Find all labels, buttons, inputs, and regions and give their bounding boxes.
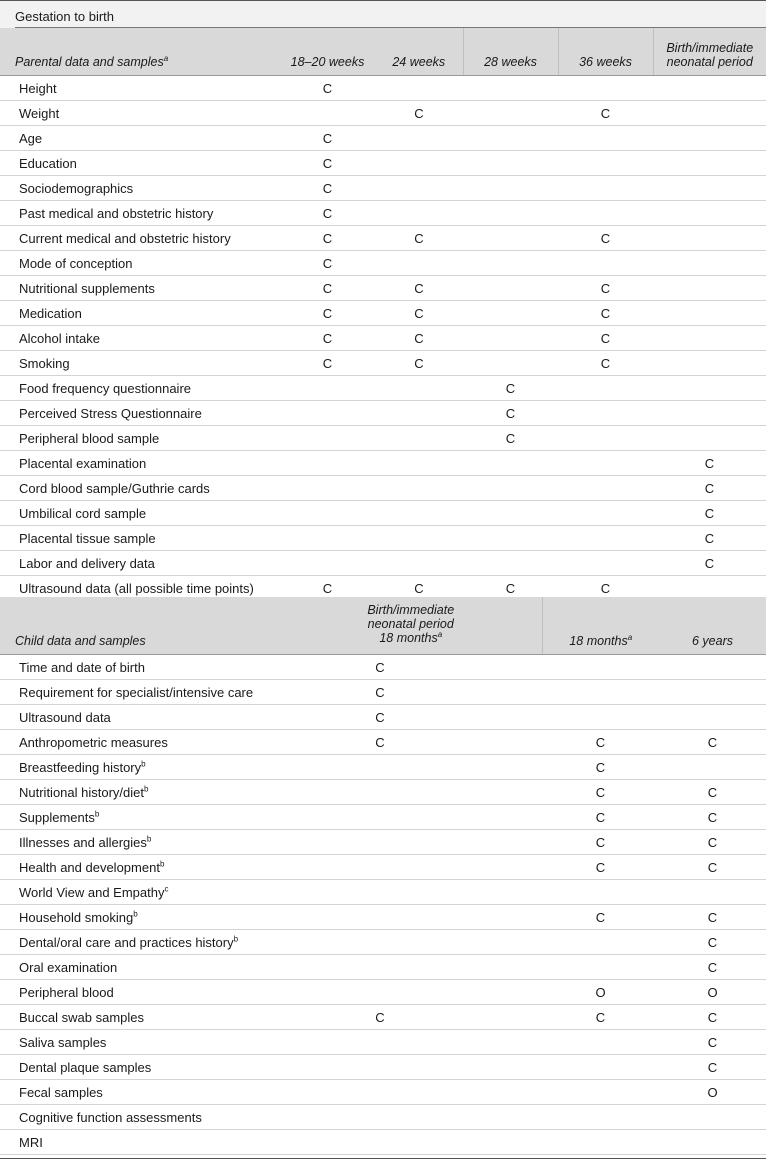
collection-cell: C: [375, 326, 463, 351]
collection-cell: [463, 226, 558, 251]
collection-cell: [375, 401, 463, 426]
collection-cell: [280, 451, 375, 476]
collection-cell: [659, 655, 766, 680]
child-row: [0, 1105, 766, 1130]
collection-cell: C: [659, 780, 766, 805]
collection-cell: C: [659, 805, 766, 830]
parental-row: [0, 426, 766, 451]
row-label: Peripheral blood: [0, 980, 280, 1005]
header-birth-neonatal-18-months: [280, 597, 542, 655]
row-label: Perceived Stress Questionnaire: [0, 401, 280, 426]
collection-cell: C: [659, 730, 766, 755]
row-label: Time and date of birth: [0, 655, 280, 680]
collection-cell: [542, 1130, 659, 1155]
collection-cell: [659, 755, 766, 780]
row-label: Placental tissue sample: [0, 526, 280, 551]
collection-cell: [653, 351, 766, 376]
header-18-months: 18 months$^a$: [542, 597, 659, 655]
collection-cell: C: [542, 1005, 659, 1030]
collection-cell: [280, 780, 480, 805]
child-row: [0, 905, 766, 930]
collection-cell: C: [542, 905, 659, 930]
spacer-cell: [480, 1080, 542, 1105]
collection-cell: C: [280, 126, 375, 151]
collection-cell: C: [280, 201, 375, 226]
collection-cell: [463, 276, 558, 301]
collection-cell: [542, 930, 659, 955]
collection-cell: [542, 955, 659, 980]
spacer-cell: [480, 1130, 542, 1155]
parental-row: [0, 501, 766, 526]
parental-row: [0, 151, 766, 176]
row-label: Ultrasound data (all possible time points): [0, 576, 280, 601]
collection-cell: [375, 451, 463, 476]
collection-cell: [463, 351, 558, 376]
collection-cell: [653, 401, 766, 426]
child-row: [0, 830, 766, 855]
collection-cell: [280, 855, 480, 880]
row-label: Placental examination: [0, 451, 280, 476]
collection-cell: [375, 376, 463, 401]
spacer-cell: [480, 680, 542, 705]
spacer-cell: [480, 980, 542, 1005]
collection-cell: [463, 201, 558, 226]
collection-cell: [375, 476, 463, 501]
collection-cell: C: [542, 755, 659, 780]
collection-cell: [542, 1055, 659, 1080]
collection-cell: [463, 476, 558, 501]
collection-cell: C: [659, 905, 766, 930]
collection-cell: C: [463, 576, 558, 601]
collection-cell: [653, 101, 766, 126]
spacer-cell: [480, 655, 542, 680]
collection-cell: C: [375, 351, 463, 376]
collection-cell: [280, 880, 480, 905]
collection-cell: [558, 526, 653, 551]
parental-row: [0, 226, 766, 251]
collection-cell: C: [375, 226, 463, 251]
collection-cell: C: [280, 730, 480, 755]
collection-cell: [542, 1105, 659, 1130]
row-label: Peripheral blood sample: [0, 426, 280, 451]
collection-cell: [653, 326, 766, 351]
row-label: Anthropometric measures: [0, 730, 280, 755]
child-row: [0, 855, 766, 880]
row-label: Saliva samples: [0, 1030, 280, 1055]
collection-cell: [280, 101, 375, 126]
child-row: [0, 1080, 766, 1105]
parental-row: [0, 326, 766, 351]
collection-cell: [659, 880, 766, 905]
parental-row: [0, 176, 766, 201]
spacer-cell: [480, 880, 542, 905]
collection-cell: [375, 201, 463, 226]
collection-cell: C: [558, 351, 653, 376]
row-label: Requirement for specialist/intensive care: [0, 680, 280, 705]
collection-cell: [653, 151, 766, 176]
collection-cell: C: [542, 805, 659, 830]
collection-cell: [280, 755, 480, 780]
collection-cell: [653, 426, 766, 451]
collection-cell: C: [375, 576, 463, 601]
collection-cell: [375, 526, 463, 551]
collection-cell: [558, 476, 653, 501]
child-row: [0, 930, 766, 955]
header-birth-line: Birth/immediate: [367, 603, 455, 617]
collection-cell: C: [653, 476, 766, 501]
collection-cell: [542, 705, 659, 730]
collection-cell: C: [653, 526, 766, 551]
collection-cell: C: [280, 226, 375, 251]
row-label: Umbilical cord sample: [0, 501, 280, 526]
row-label: Health and development$^b$: [0, 855, 280, 880]
collection-cell: [542, 680, 659, 705]
collection-cell: [280, 980, 480, 1005]
collection-cell: [463, 526, 558, 551]
collection-cell: [463, 301, 558, 326]
collection-cell: [653, 176, 766, 201]
parental-row: [0, 276, 766, 301]
parental-row: [0, 126, 766, 151]
collection-cell: [280, 1030, 480, 1055]
row-label: Supplements$^b$: [0, 805, 280, 830]
collection-cell: [280, 930, 480, 955]
header-6-years: 6 years: [659, 597, 766, 655]
child-row: [0, 730, 766, 755]
collection-cell: C: [280, 576, 375, 601]
collection-cell: [558, 201, 653, 226]
row-label: Nutritional supplements: [0, 276, 280, 301]
row-label: Smoking: [0, 351, 280, 376]
spacer-cell: [480, 1030, 542, 1055]
row-label: Mode of conception: [0, 251, 280, 276]
row-label: World View and Empathy$^c$: [0, 880, 280, 905]
child-row: [0, 1030, 766, 1055]
collection-cell: [653, 251, 766, 276]
parental-row: [0, 526, 766, 551]
spacer-cell: [480, 755, 542, 780]
collection-cell: C: [659, 1005, 766, 1030]
collection-cell: C: [280, 351, 375, 376]
collection-cell: [375, 176, 463, 201]
row-label: Cognitive function assessments: [0, 1105, 280, 1130]
row-label: Weight: [0, 101, 280, 126]
collection-cell: C: [280, 326, 375, 351]
collection-cell: [659, 680, 766, 705]
collection-cell: [542, 1080, 659, 1105]
collection-cell: [375, 76, 463, 101]
collection-cell: [558, 451, 653, 476]
row-label: Education: [0, 151, 280, 176]
spacer-cell: [480, 955, 542, 980]
parental-data-table: [0, 28, 766, 601]
collection-cell: [280, 1055, 480, 1080]
collection-cell: [280, 830, 480, 855]
collection-cell: C: [659, 955, 766, 980]
header-neonatal-line: neonatal period: [367, 617, 454, 631]
collection-cell: C: [659, 830, 766, 855]
collection-cell: [653, 301, 766, 326]
child-row: [0, 805, 766, 830]
collection-cell: [375, 551, 463, 576]
spacer-cell: [480, 830, 542, 855]
collection-cell: C: [659, 1030, 766, 1055]
collection-cell: [280, 551, 375, 576]
collection-cell: C: [558, 326, 653, 351]
collection-cell: [280, 476, 375, 501]
collection-cell: C: [653, 451, 766, 476]
collection-cell: C: [280, 655, 480, 680]
collection-cell: C: [280, 276, 375, 301]
row-label: Sociodemographics: [0, 176, 280, 201]
collection-cell: C: [280, 301, 375, 326]
row-label: Medication: [0, 301, 280, 326]
collection-cell: C: [280, 176, 375, 201]
child-header-label: Child data and samples: [0, 597, 280, 655]
collection-cell: C: [558, 226, 653, 251]
row-label: Nutritional history/diet$^b$: [0, 780, 280, 805]
child-row: [0, 980, 766, 1005]
collection-cell: [558, 551, 653, 576]
collection-cell: [653, 126, 766, 151]
child-row: [0, 780, 766, 805]
row-label: Fecal samples: [0, 1080, 280, 1105]
section-title-bar: [0, 0, 766, 28]
collection-cell: C: [558, 576, 653, 601]
collection-cell: [558, 501, 653, 526]
collection-cell: [280, 426, 375, 451]
row-label: Buccal swab samples: [0, 1005, 280, 1030]
collection-cell: [659, 705, 766, 730]
spacer-cell: [480, 905, 542, 930]
collection-cell: C: [280, 251, 375, 276]
collection-cell: C: [653, 501, 766, 526]
child-row: [0, 705, 766, 730]
collection-cell: C: [542, 780, 659, 805]
collection-cell: C: [280, 1005, 480, 1030]
child-row: [0, 680, 766, 705]
collection-cell: C: [280, 705, 480, 730]
collection-cell: [659, 1130, 766, 1155]
row-label: Current medical and obstetric history: [0, 226, 280, 251]
row-label: Household smoking$^b$: [0, 905, 280, 930]
collection-cell: C: [463, 426, 558, 451]
child-data-table: [0, 597, 766, 1155]
collection-cell: [280, 401, 375, 426]
collection-cell: [463, 151, 558, 176]
spacer-cell: [480, 1055, 542, 1080]
collection-cell: [280, 905, 480, 930]
collection-cell: [542, 1030, 659, 1055]
collection-cell: [463, 251, 558, 276]
parental-row: [0, 451, 766, 476]
collection-cell: C: [463, 376, 558, 401]
row-label: MRI: [0, 1130, 280, 1155]
collection-cell: [375, 426, 463, 451]
row-label: Illnesses and allergies$^b$: [0, 830, 280, 855]
row-label: Alcohol intake: [0, 326, 280, 351]
collection-cell: [463, 326, 558, 351]
section-title: Gestation to birth: [15, 9, 114, 24]
collection-cell: C: [375, 276, 463, 301]
spacer-cell: [480, 855, 542, 880]
collection-cell: [463, 126, 558, 151]
collection-cell: [653, 76, 766, 101]
child-row: [0, 755, 766, 780]
parental-row: [0, 251, 766, 276]
collection-cell: [558, 376, 653, 401]
collection-cell: [463, 76, 558, 101]
collection-cell: C: [659, 930, 766, 955]
collection-cell: C: [653, 551, 766, 576]
collection-cell: [375, 151, 463, 176]
spacer-cell: [480, 730, 542, 755]
collection-cell: [558, 76, 653, 101]
collection-cell: [280, 1105, 480, 1130]
collection-cell: C: [375, 101, 463, 126]
collection-cell: [653, 276, 766, 301]
collection-cell: C: [659, 1055, 766, 1080]
collection-cell: [653, 226, 766, 251]
collection-cell: [280, 526, 375, 551]
collection-cell: [375, 251, 463, 276]
spacer-cell: [480, 705, 542, 730]
header-birth-neonatal: Birth/immediate neonatal period: [653, 28, 766, 76]
collection-cell: C: [558, 276, 653, 301]
parental-row: [0, 101, 766, 126]
collection-cell: C: [542, 830, 659, 855]
row-label: Cord blood sample/Guthrie cards: [0, 476, 280, 501]
row-label: Dental plaque samples: [0, 1055, 280, 1080]
row-label: Past medical and obstetric history: [0, 201, 280, 226]
header-28-weeks: 28 weeks: [463, 28, 558, 76]
header-18-months-line: 18 months$^a$: [379, 629, 443, 645]
collection-cell: [558, 126, 653, 151]
row-label: Oral examination: [0, 955, 280, 980]
header-24-weeks: 24 weeks: [375, 28, 463, 76]
parental-row: [0, 476, 766, 501]
collection-cell: C: [280, 680, 480, 705]
collection-cell: [542, 880, 659, 905]
parental-row: [0, 301, 766, 326]
collection-cell: [463, 451, 558, 476]
collection-cell: C: [463, 401, 558, 426]
parental-row: [0, 351, 766, 376]
collection-cell: [558, 151, 653, 176]
collection-cell: [463, 176, 558, 201]
collection-cell: C: [375, 301, 463, 326]
spacer-cell: [480, 1105, 542, 1130]
collection-cell: [653, 376, 766, 401]
collection-cell: [280, 1080, 480, 1105]
header-18-20-weeks: 18–20 weeks: [280, 28, 375, 76]
collection-cell: C: [280, 76, 375, 101]
parental-header-label: Parental data and samples$^a$: [0, 28, 280, 76]
collection-cell: [463, 101, 558, 126]
row-label: Height: [0, 76, 280, 101]
collection-cell: O: [659, 980, 766, 1005]
collection-cell: [280, 376, 375, 401]
collection-cell: [280, 501, 375, 526]
child-header-row: [0, 597, 766, 655]
collection-cell: [558, 426, 653, 451]
collection-cell: [463, 501, 558, 526]
collection-cell: C: [659, 855, 766, 880]
child-row: [0, 1055, 766, 1080]
collection-cell: C: [558, 301, 653, 326]
row-label: Breastfeeding history$^b$: [0, 755, 280, 780]
row-label: Food frequency questionnaire: [0, 376, 280, 401]
child-row: [0, 1005, 766, 1030]
collection-cell: [542, 655, 659, 680]
header-36-weeks: 36 weeks: [558, 28, 653, 76]
row-label: Ultrasound data: [0, 705, 280, 730]
collection-cell: C: [542, 730, 659, 755]
collection-cell: [558, 176, 653, 201]
row-label: Age: [0, 126, 280, 151]
collection-cell: [659, 1105, 766, 1130]
child-row: [0, 955, 766, 980]
collection-cell: [558, 401, 653, 426]
collection-cell: [280, 1130, 480, 1155]
spacer-cell: [480, 1005, 542, 1030]
spacer-cell: [480, 930, 542, 955]
parental-row: [0, 401, 766, 426]
collection-cell: O: [659, 1080, 766, 1105]
parental-row: [0, 76, 766, 101]
collection-cell: [375, 126, 463, 151]
child-row: [0, 655, 766, 680]
spacer-cell: [480, 780, 542, 805]
spacer-cell: [480, 805, 542, 830]
row-label: Dental/oral care and practices history$^b$: [0, 930, 280, 955]
collection-cell: [280, 955, 480, 980]
collection-cell: C: [542, 855, 659, 880]
collection-cell: O: [542, 980, 659, 1005]
collection-cell: [280, 805, 480, 830]
collection-cell: [463, 551, 558, 576]
collection-cell: C: [280, 151, 375, 176]
row-label: Labor and delivery data: [0, 551, 280, 576]
parental-row: [0, 201, 766, 226]
collection-cell: C: [558, 101, 653, 126]
collection-cell: [558, 251, 653, 276]
collection-cell: [375, 501, 463, 526]
collection-cell: [653, 201, 766, 226]
child-row: [0, 880, 766, 905]
table-bottom-rule: [0, 1158, 766, 1159]
parental-row: [0, 376, 766, 401]
parental-row: [0, 551, 766, 576]
child-row: [0, 1130, 766, 1155]
parental-header-row: [0, 28, 766, 76]
